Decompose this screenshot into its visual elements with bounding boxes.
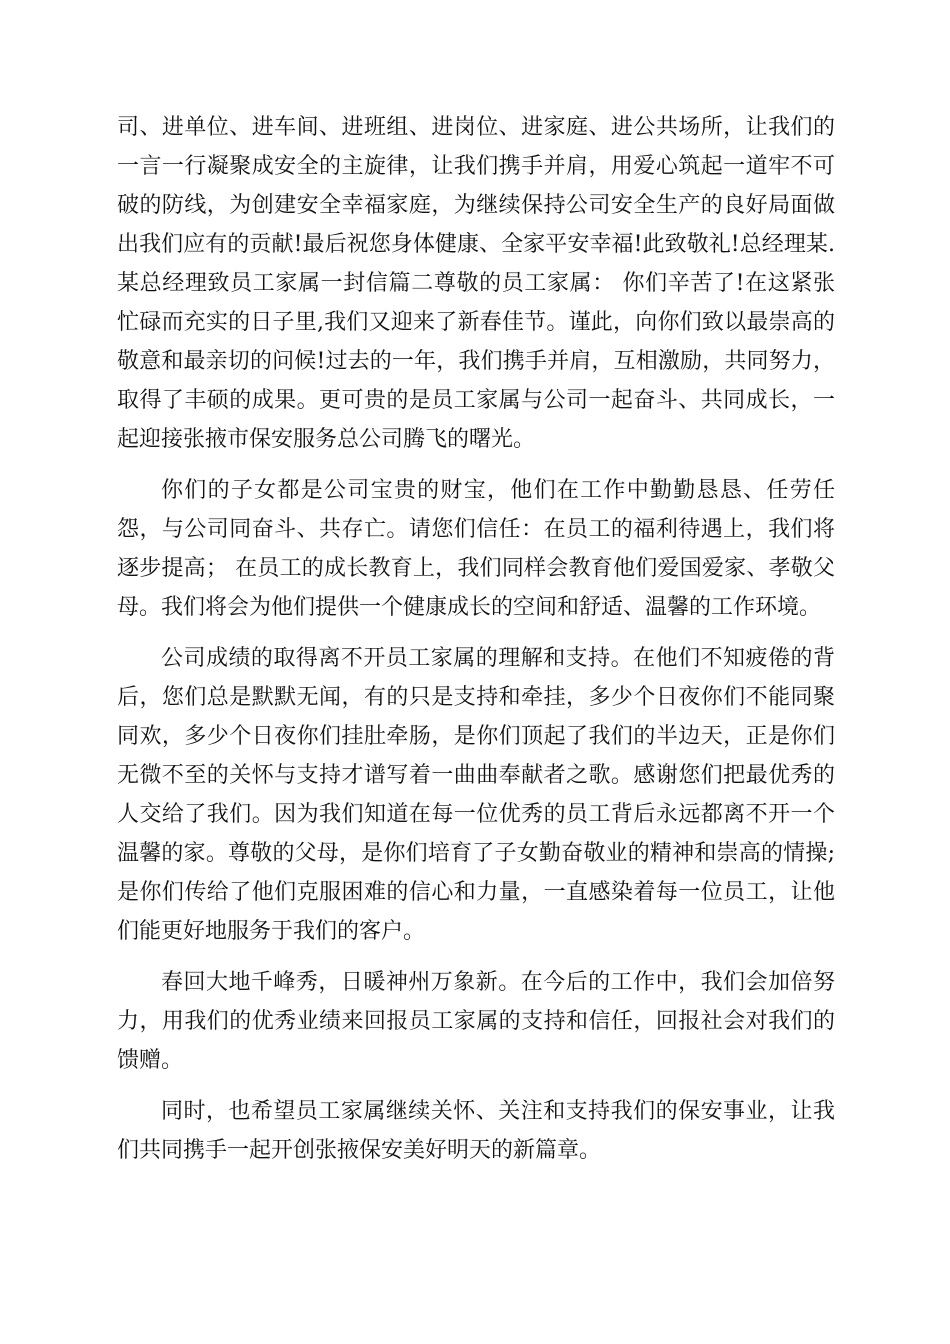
paragraph-family-support: 公司成绩的取得离不开员工家属的理解和支持。在他们不知疲倦的背后，您们总是默默无闻，有的只是支持和牵挂，多少个日夜你们不能同聚同欢，多少个日夜你们挂肚牵肠，是你们顶起了我们的半边天，正是你们无微不至的关怀与支持才谱写着一曲曲奉献者之歌。感谢您们把最优秀的人交给了我们。因为我们知道在每一位优秀的员工背后永远都离不开一个温馨的家。尊敬的父母，是你们培育了子女勤奋敬业的精神和崇高的情操;是你们传给了他们克服困难的信心和力量，一直感染着每一位员工，让他们能更好地服务于我们的客户。	[117, 646, 835, 944]
paragraph-spring-outlook: 春回大地千峰秀，日暖神州万象新。在今后的工作中，我们会加倍努力，用我们的优秀业绩来回报员工家属的支持和信任，回报社会对我们的馈赠。	[117, 970, 835, 1073]
paragraph-closing-hope: 同时，也希望员工家属继续关怀、关注和支持我们的保安事业，让我们共同携手一起开创张掖保安美好明天的新篇章。	[117, 1099, 835, 1163]
paragraph-children-treasure: 你们的子女都是公司宝贵的财宝，他们在工作中勤勤恳恳、任劳任怨，与公司同奋斗、共存亡。请您们信任：在员工的福利待遇上，我们将逐步提高； 在员工的成长教育上，我们同样会教育他们爱国爱家、孝敬父母。我们将会为他们提供一个健康成长的空间和舒适、温馨的工作环境。	[117, 478, 835, 620]
document-body	[117, 108, 835, 1170]
paragraph-continuation: 司、进单位、进车间、进班组、进岗位、进家庭、进公共场所，让我们的一言一行凝聚成安全的主旋律，让我们携手并肩，用爱心筑起一道牢不可破的防线，为创建安全幸福家庭，为继续保持公司安全生产的良好局面做出我们应有的贡献!最后祝您身体健康、全家平安幸福!此致敬礼!总经理某.某总经理致员工家属一封信篇二尊敬的员工家属： 你们辛苦了!在这紧张忙碌而充实的日子里,我们又迎来了新春佳节。谨此，向你们致以最崇高的敬意和最亲切的问候!过去的一年，我们携手并肩，互相激励，共同努力，取得了丰硕的成果。更可贵的是员工家属与公司一起奋斗、共同成长，一起迎接张掖市保安服务总公司腾飞的曙光。	[117, 115, 835, 452]
